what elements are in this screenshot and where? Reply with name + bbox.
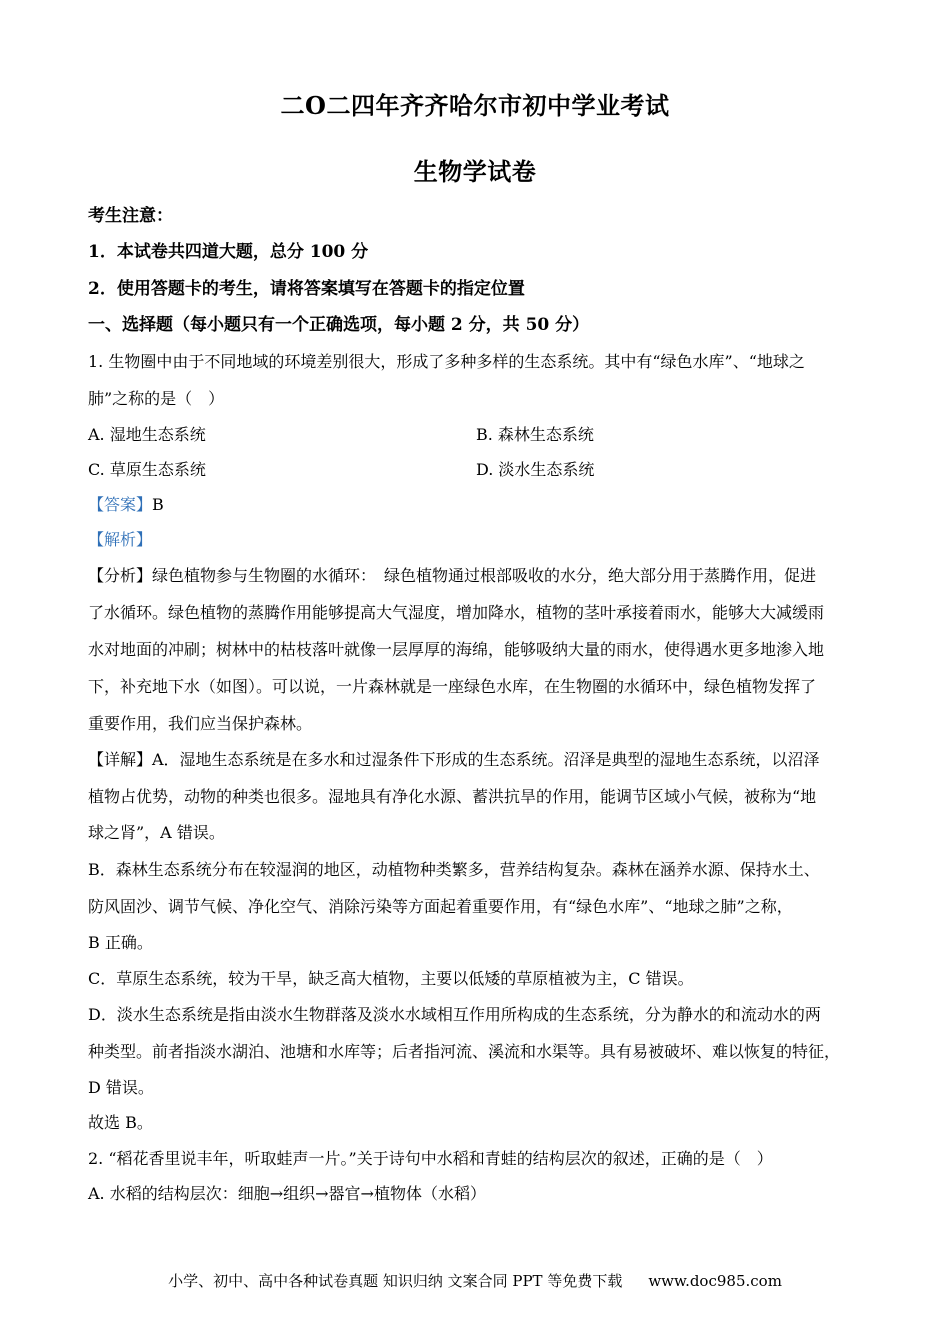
answer-value: B <box>152 495 164 514</box>
analysis-line: C．草原生态系统，较为干旱，缺乏高大植物，主要以低矮的草原植被为主，C 错误。 <box>88 969 694 988</box>
q1-answer <box>88 495 868 515</box>
q2-stem: 2. “稻花香里说丰年，听取蛙声一片。”关于诗句中水稻和青蛙的结构层次的叙述，正确的是（ ） <box>88 1149 773 1168</box>
analysis-line: 故选 B。 <box>88 1113 153 1132</box>
analysis-line: 球之肾”，A 错误。 <box>88 823 225 842</box>
analysis-line: D 错误。 <box>88 1078 154 1097</box>
analysis-line: B．森林生态系统分布在较湿润的地区，动植物种类繁多，营养结构复杂。森林在涵养水源、保持水土、 <box>88 860 820 879</box>
exam-subtitle: 生物学试卷 <box>413 157 537 186</box>
analysis-line: D．淡水生态系统是指由淡水生物群落及淡水水域相互作用所构成的生态系统，分为静水的和流动水的两 <box>88 1005 821 1024</box>
notice-heading: 考生注意： <box>88 206 173 226</box>
notice-item-2: 2．使用答题卡的考生，请将答案填写在答题卡的指定位置 <box>88 279 525 299</box>
q1-option-c: C. 草原生态系统 <box>88 460 206 479</box>
q2-option-a: A. 水稻的结构层次：细胞→组织→器官→植物体（水稻） <box>88 1184 486 1203</box>
analysis-line: 重要作用，我们应当保护森林。 <box>88 714 313 733</box>
q1-option-d: D. 淡水生态系统 <box>476 460 595 479</box>
analysis-line: B 正确。 <box>88 933 153 952</box>
q1-stem-line-2: 肺”之称的是（ ） <box>88 389 225 408</box>
notice-item-1: 1．本试卷共四道大题，总分 100 分 <box>88 242 369 262</box>
analysis-line: 了水循环。绿色植物的蒸腾作用能够提高大气湿度，增加降水，植物的茎叶承接着雨水，能够大大减缓雨 <box>88 603 825 622</box>
analysis-line: 【详解】A．湿地生态系统是在多水和过湿条件下形成的生态系统。沼泽是典型的湿地生态系统，以沼泽 <box>88 750 820 769</box>
q1-option-a: A. 湿地生态系统 <box>88 425 206 444</box>
analysis-line: 种类型。前者指淡水湖泊、池塘和水库等；后者指河流、溪流和水渠等。具有易被破坏、难以恢复的特征， <box>88 1042 841 1061</box>
footer-text: 小学、初中、高中各种试卷真题 知识归纳 文案合同 PPT 等免费下载 <box>168 1272 623 1290</box>
analysis-line: 防风固沙、调节气候、净化空气、消除污染等方面起着重要作用，有“绿色水库”、“地球之肺”之称， <box>88 897 793 916</box>
analysis-line: 【分析】绿色植物参与生物圈的水循环： 绿色植物通过根部吸收的水分，绝大部分用于蒸腾作用，促进 <box>88 566 817 585</box>
q1-option-b: B. 森林生态系统 <box>476 425 594 444</box>
footer-url[interactable]: www.doc985.com <box>648 1272 782 1290</box>
exam-title: 二O二四年齐齐哈尔市初中学业考试 <box>280 91 670 120</box>
q1-stem-line-1: 1. 生物圈中由于不同地域的环境差别很大，形成了多种多样的生态系统。其中有“绿色水库”、“地球之 <box>88 352 805 371</box>
analysis-line: 下，补充地下水（如图）。可以说，一片森林就是一座绿色水库，在生物圈的水循环中，绿色植物发挥了 <box>88 677 817 696</box>
analysis-tag: 【解析】 <box>88 530 153 549</box>
page-footer <box>0 1270 950 1291</box>
answer-tag: 【答案】 <box>88 495 153 514</box>
analysis-line: 水对地面的冲刷；树林中的枯枝落叶就像一层厚厚的海绵，能够吸纳大量的雨水，使得遇水更多地渗入地 <box>88 640 825 659</box>
analysis-line: 植物占优势，动物的种类也很多。湿地具有净化水源、蓄洪抗旱的作用，能调节区域小气候，被称为“地 <box>88 787 817 806</box>
section-1-heading: 一、选择题（每小题只有一个正确选项，每小题 2 分，共 50 分） <box>88 315 590 335</box>
